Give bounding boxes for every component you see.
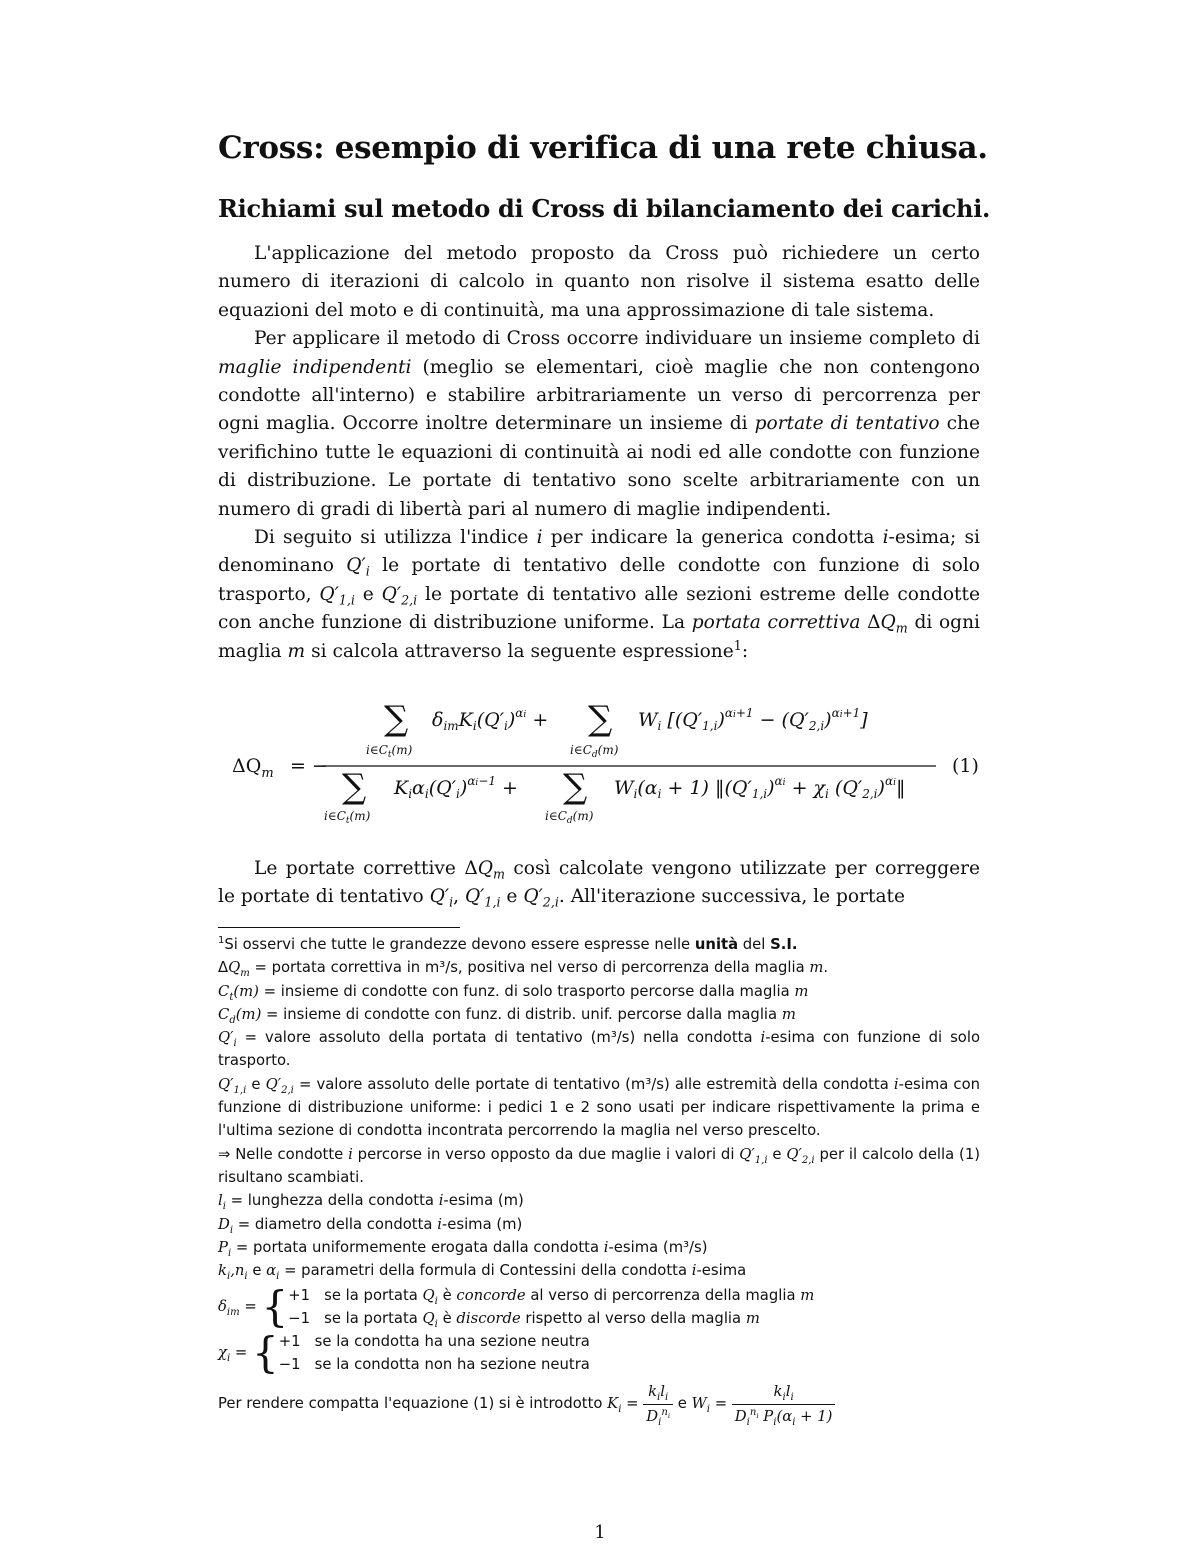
footnote-p: $P_i$ = portata uniformemente erogata dalla condotta i-esima (m³/s) xyxy=(218,1238,708,1259)
paragraph-4: Le portate correttive $\Delta Q_m$ così calcolate vengono utilizzate per correggere le portate di tentativo $Q'_i$, $Q'_{1,i}$ e $Q'_{2,i}$. All'iterazione successiva, le portate xyxy=(218,858,981,911)
body-text xyxy=(218,240,980,666)
footnote-1: $^1$Si osservi che tutte le grandezze devono essere espresse nelle unità del S.I. xyxy=(218,935,798,953)
footnote-swap: ⇒ Nelle condotte i percorse in verso opposto da due maglie i valori di $Q'_{1,i}$ e $Q'_{2,i}$ per il calcolo della (1) risultano scambiati. xyxy=(218,1145,981,1186)
footnote-ct: $C_t(m)$ = insieme di condotte con funz. di solo trasporto percorse dalla maglia m xyxy=(218,982,809,1003)
sum-symbol: ∑ xyxy=(588,699,613,739)
footnote-q1q2: $Q'_{1,i}$ e $Q'_{2,i}$ = valore assoluto delle portate di tentativo (m³/s) alle estremità della condotta i-esima con funzione di distribuzione uniforme: i pedici 1 e 2 sono usati per indicare rispettivamente la prima e l'ultima sezione di condotta incontrata percorrendo la maglia nel verso prescelto. xyxy=(218,1075,980,1140)
num-term-a: $\delta_{im}K_i(Q'_i)^\alpha i$ + xyxy=(432,706,549,733)
paragraph-1: L'applicazione del metodo proposto da Cross può richiedere un certo numero di iterazioni di calcolo in quanto non risolve il sistema esatto delle equazioni del moto e di continuità, ma una approssimazione di tale sistema. xyxy=(218,243,980,321)
sum-under: $i\in C_d(m)$ xyxy=(570,743,619,760)
sum-under: $i\in C_t(m)$ xyxy=(324,809,371,826)
footnote-chi: $\chi_i$ = { +1 se la condotta ha una sezione neutra −1 se la condotta non ha sezione neutra xyxy=(218,1328,590,1378)
footnote-delta-q: $\Delta Q_m$ = portata correttiva in m³/s, positiva nel verso di percorrenza della maglia m. xyxy=(218,959,829,980)
sum-under: $i\in C_t(m)$ xyxy=(366,743,413,760)
footnotes xyxy=(218,933,980,1428)
equation-1 xyxy=(218,688,980,838)
page-number: 1 xyxy=(594,1522,606,1543)
document-title: Cross: esempio di verifica di una rete chiusa. xyxy=(218,130,988,166)
sum-under: $i\in C_d(m)$ xyxy=(545,809,594,826)
footnote-length: $l_i$ = lunghezza della condotta i-esima (m) xyxy=(218,1192,524,1213)
num-term-b: $W_i$ $[(Q'_{1,i})^\alpha i+1 - (Q'_{2,i})^\alpha i+1]$ xyxy=(638,706,868,733)
footnote-k-w-definitions: Per rendere compatta l'equazione (1) si è introdotto $K_i$ = $\frac{k_il_i}{D_i^{n_i}}$ e $W_i$ = $\frac{k_il_i}{D_i^{n_i} P_i(\alpha_i + 1)}$ xyxy=(218,1380,980,1428)
footnote-params: $k_i,n_i$ e $\alpha_i$ = parametri della formula di Contessini della condotta i-esima xyxy=(218,1262,747,1283)
section-heading: Richiami sul metodo di Cross di bilanciamento dei carichi. xyxy=(218,194,991,223)
equation-graphic xyxy=(218,688,980,838)
sum-symbol: ∑ xyxy=(563,767,588,807)
eq-equals: = − xyxy=(290,755,328,777)
footnote-delta-im: $\delta_{im}$ = { +1 se la portata $Q_i$ è concorde al verso di percorrenza della maglia m −1 se la portata $Q_i$ è discorde rispetto al verso della maglia m xyxy=(218,1282,815,1332)
footnote-diameter: $D_i$ = diametro della condotta i-esima (m) xyxy=(218,1215,523,1236)
eq-lhs: $\Delta Q_m$ xyxy=(232,755,274,781)
body-text-after-equation xyxy=(218,855,980,912)
footnote-marker: 1 xyxy=(733,637,742,653)
den-term-b: $W_i(\alpha_i + 1)$ $‖(Q'_{1,i})^\alpha i + \chi_i$ $(Q'_{2,i})^\alpha i‖$ xyxy=(614,774,906,801)
den-term-a: $K_i\alpha_i(Q'_i)^\alpha i-1$ + xyxy=(394,774,518,801)
sum-symbol: ∑ xyxy=(342,767,367,807)
paragraph-3: Di seguito si utilizza l'indice i per indicare la generica condotta i-esima; si denominano $Q'_i$ le portate di tentativo delle condotte con funzione di solo trasporto, $Q'_{1,i}$ e $Q'_{2,i}$ le portate di tentativo alle sezioni estreme delle condotte con anche funzione di distribuzione uniforme. La portata correttiva $\Delta Q_m$ di ogni maglia m si calcola attraverso la seguente espressione$^1$: xyxy=(218,527,980,662)
paragraph-2: Per applicare il metodo di Cross occorre individuare un insieme completo di maglie indipendenti (meglio se elementari, cioè maglie che non contengono condotte all'interno) e stabilire arbitrariamente un verso di percorrenza per ogni maglia. Occorre inoltre determinare un insieme di portate di tentativo che verifichino tutte le equazioni di continuità ai nodi ed alle condotte con funzione di distribuzione. Le portate di tentativo sono scelte arbitrariamente con un numero di gradi di libertà pari al numero di maglie indipendenti. xyxy=(218,328,980,520)
footnote-qi: $Q'_i$ = valore assoluto della portata di tentativo (m³/s) nella condotta i-esima con funzione di solo trasporto. xyxy=(218,1029,981,1070)
sum-symbol: ∑ xyxy=(384,699,409,739)
footnote-cd: $C_d(m)$ = insieme di condotte con funz. di distrib. unif. percorse dalla maglia m xyxy=(218,1005,796,1026)
footnote-rule xyxy=(218,927,460,928)
equation-number: (1) xyxy=(952,755,979,777)
